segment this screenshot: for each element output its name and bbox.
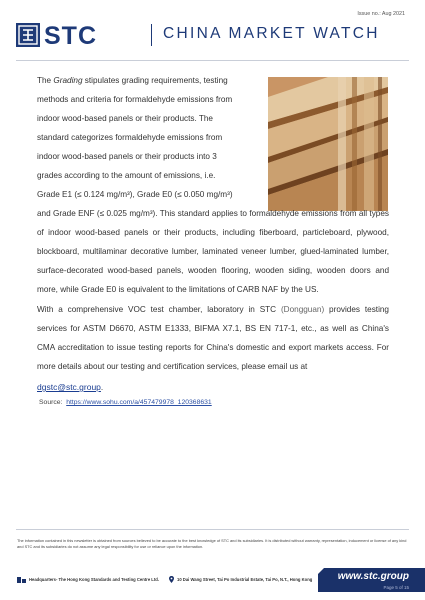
- hq-label: Headquarters: [29, 577, 56, 582]
- hq-name: - The Hong Kong Standards and Testing Centre Ltd.: [56, 577, 159, 582]
- voc-testing-paragraph: With a comprehensive VOC test chamber, laboratory in STC (Dongguan) provides testing services for ASTM D6670, ASTM E1333, BIFMA X7.1, BS EN 717-1, etc., as well as China's CMA accreditation to issue testing reports for China's domestic and export markets access. For more details about our testing and certification services, please email us at: [37, 305, 389, 371]
- hq-address: 10 Dai Wang Street, Tai Po Industrial Estate, Tai Po, N.T., Hong Kong: [176, 577, 313, 582]
- email-line: dgstc@stc.group.: [37, 382, 104, 392]
- header: [16, 20, 409, 54]
- source-label: Source:: [39, 399, 63, 406]
- header-divider: [151, 24, 152, 46]
- location-pin-icon: [169, 576, 174, 583]
- source-link[interactable]: https://www.sohu.com/a/457479978_120368631: [66, 399, 212, 406]
- brand-wordmark: STC: [44, 22, 97, 48]
- lead-line: methods and criteria for formaldehyde emissions from: [37, 95, 233, 104]
- page-number: Page 5 of 15: [383, 585, 409, 590]
- lead-line: standard categorizes formaldehyde emissions from: [37, 133, 223, 142]
- footer-rule: [16, 529, 409, 530]
- header-title: CHINA MARKET WATCH: [163, 25, 380, 42]
- standard-scope-paragraph: and Grade ENF (≤ 0.025 mg/m³). This standard applies to formaldehyde emissions from all types of indoor wood-based panels or their products, including fiberboard, particleboard, plywood, blockboard, multilaminar decorative lumber, laminated veneer lumber, glued-laminated lumber, surface-decorated wood-based panels, wooden flooring, wooden siding, wooden doors and more, while Grade E0 is equivalent to the limitations of CARB NAF by the US.: [37, 209, 389, 294]
- lead-line: The Grading stipulates grading requirements, testing: [37, 76, 228, 85]
- website-link[interactable]: www.stc.group: [337, 571, 409, 582]
- lab-city: (Dongguan): [280, 305, 325, 314]
- stc-logo-icon: [16, 22, 108, 48]
- disclaimer: The information contained in this newsletter is obtained from sources believed to be accurate to the best knowledge of STC and its subsidiaries. It is distributed without warranty, representation, inducement or license of any kind and STC and its subsidiaries do not assume any legal responsibility for use or reliance upon the information.: [17, 538, 407, 549]
- lead-line: Grade E1 (≤ 0.124 mg/m³), Grade E0 (≤ 0.050 mg/m³): [37, 190, 233, 199]
- lead-line: grades according to the amount of emissions, i.e.: [37, 171, 216, 180]
- footer-contact: [17, 576, 317, 583]
- header-rule: [16, 60, 409, 61]
- issue-number: Issue no.: Aug 2021: [357, 11, 405, 17]
- lead-paragraph: [37, 71, 261, 204]
- lead-line: indoor wood-based panels or their products. The: [37, 114, 213, 123]
- building-icon: [17, 576, 26, 583]
- article-body: [37, 71, 389, 409]
- source-line: [37, 397, 389, 409]
- lead-line: indoor wood-based panels or their products into 3: [37, 152, 217, 161]
- contact-email-link[interactable]: dgstc@stc.group: [37, 382, 101, 392]
- standard-name: Grading: [53, 76, 83, 85]
